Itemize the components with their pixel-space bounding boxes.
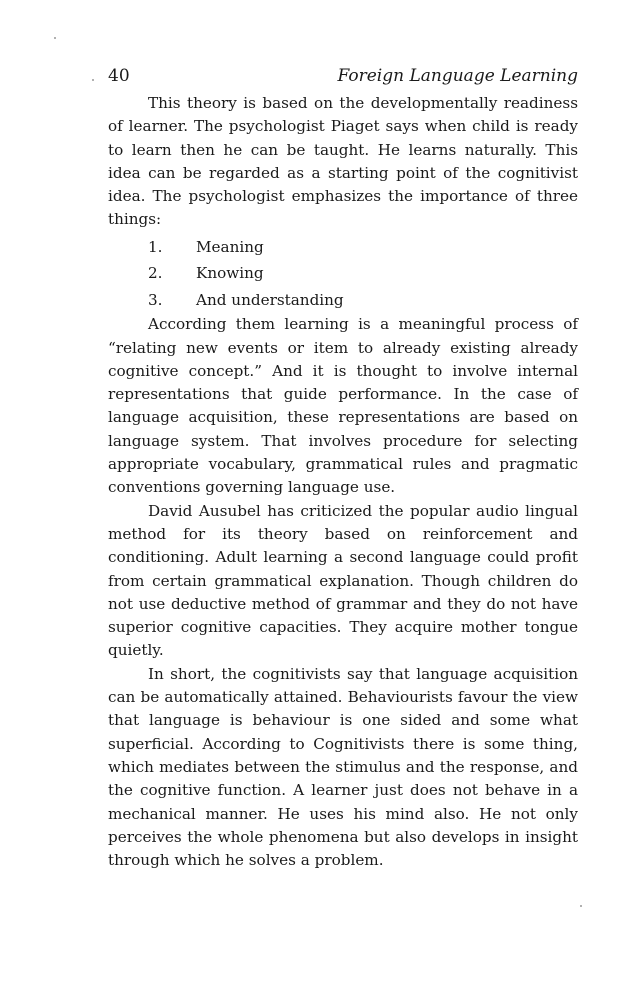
paragraph-1: This theory is based on the developmentally readiness of learner. The psychologist Piaget says when child is ready to learn then he can be taught. He learns naturally. This idea can be regarded as a starting point of the cognitivist idea. The psychologist emphasizes the importance of three things: (108, 94, 578, 229)
list-number: 1. (148, 237, 163, 256)
list-text: Meaning (196, 237, 264, 256)
running-title: Foreign Language Learning (337, 66, 578, 86)
paragraph-3: David Ausubel has criticized the popular audio lingual method for its theory based on reinforcement and conditioning. Adult learning a second language could profit from certain grammatical explanation. Though children do not use deductive method of grammar and they do not have superior cognitive capacities. They acquire mother tongue quietly. (108, 501, 578, 660)
page-header (108, 66, 578, 86)
page-number: 40 (108, 66, 130, 86)
paragraph-2: According them learning is a meaningful process of “relating new events or item to already existing already cognitive concept.” And it is thought to involve internal representations that guide performance. In the case of language acquisition, these representations are based on language system. That involves procedure for selecting appropriate vocabulary, grammatical rules and pragmatic conventions governing language use. (108, 315, 578, 497)
list-number: 2. (148, 264, 163, 283)
list-text: Knowing (196, 264, 264, 283)
list-item (108, 260, 578, 287)
numbered-list (108, 234, 578, 314)
scan-speck (54, 37, 56, 39)
list-item (108, 287, 578, 314)
list-text: And understanding (196, 290, 344, 309)
scan-speck (92, 79, 94, 81)
list-item (108, 234, 578, 261)
paragraph-4: In short, the cognitivists say that language acquisition can be automatically attained. Behaviourists favour the view that language is behaviour is one sided and some what superficial. According to Cognitivists there is some thing, which mediates between the stimulus and the response, and the cognitive function. A learner just does not behave in a mechanical manner. He uses his mind also. He not only perceives the whole phenomena but also develops in insight through which he solves a problem. (108, 664, 578, 870)
document-page (108, 66, 578, 872)
list-number: 3. (148, 290, 163, 309)
scan-speck (580, 905, 582, 907)
